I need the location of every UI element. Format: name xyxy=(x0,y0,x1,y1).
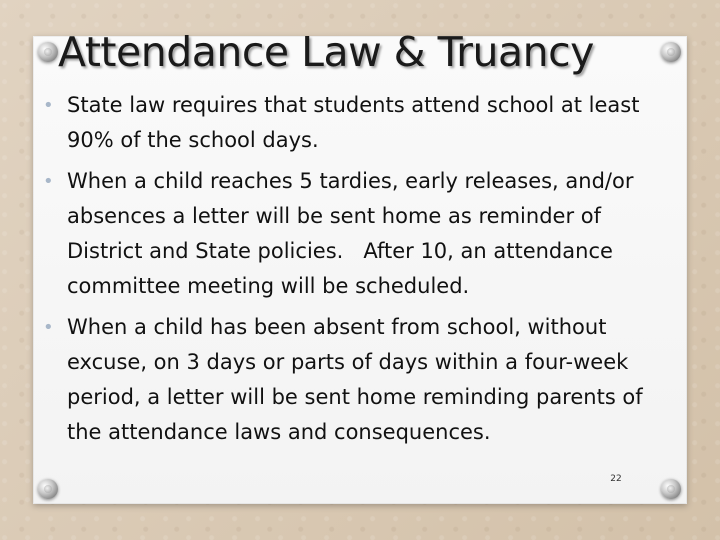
slide-number: 22 xyxy=(610,474,622,484)
bullet-dot-icon: • xyxy=(43,317,54,338)
bullet-text: State law requires that students attend school at least 90% of the school days. xyxy=(67,93,640,152)
bullet-dot-icon: • xyxy=(43,171,54,192)
pushpin-icon xyxy=(38,479,58,499)
bullet-list xyxy=(43,88,683,456)
bullet-text: When a child reaches 5 tardies, early releases, and/or absences a letter will be sent home as reminder of District and State policies. After 10, an attendance committee meeting will be scheduled. xyxy=(67,169,641,298)
bullet-dot-icon: • xyxy=(43,95,54,116)
pushpin-icon xyxy=(661,479,681,499)
bullet-item xyxy=(43,164,683,304)
bullet-text: When a child has been absent from school, without excuse, on 3 days or parts of days within a four-week period, a letter will be sent home reminding parents of the attendance laws and consequences. xyxy=(67,315,643,444)
bullet-item xyxy=(43,88,683,158)
pushpin-icon xyxy=(38,42,58,62)
slide-title: Attendance Law & Truancy xyxy=(58,28,594,76)
bullet-item xyxy=(43,310,683,450)
